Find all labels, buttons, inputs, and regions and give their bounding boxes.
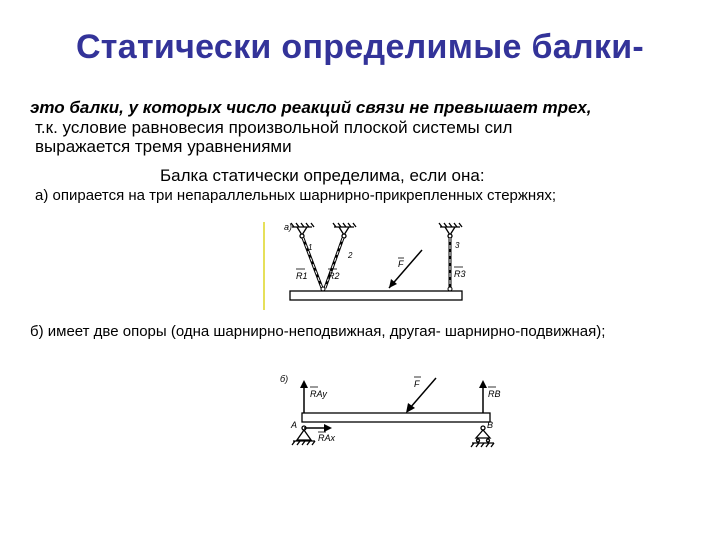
- case-a-text: а) опирается на три непараллельных шарнирно-прикрепленных стержнях;: [35, 187, 557, 204]
- reaction-label-ax: RAx: [318, 433, 336, 443]
- case-b-text: б) имеет две опоры (одна шарнирно-неподвижная, другая- шарнирно-подвижная);: [30, 323, 606, 340]
- rod-highlights: [303, 238, 450, 288]
- figure-b-diagram: [278, 370, 508, 455]
- beam-a: [290, 291, 462, 300]
- slide-title: Статически определимые балки-: [75, 28, 645, 66]
- rod-label-3: 3: [455, 241, 460, 250]
- force-label-b: F: [414, 379, 420, 389]
- reaction-label-r1: R1: [296, 271, 308, 281]
- reaction-arrowhead-ay: [300, 380, 308, 388]
- reaction-arrowhead-b: [479, 380, 487, 388]
- definition-line-2: т.к. условие равновесия произвольной плоской системы сил: [35, 118, 513, 137]
- support-label-b: B: [487, 420, 494, 430]
- condition-intro: Балка статически определима, если она:: [160, 166, 485, 185]
- reaction-arrowhead-ax: [324, 424, 332, 432]
- figure-a-tag: а): [284, 222, 293, 232]
- force-label-a: F: [398, 259, 404, 269]
- reaction-label-r2: R2: [328, 271, 340, 281]
- ceiling-supports: [291, 223, 462, 238]
- reaction-label-r3: R3: [454, 269, 466, 279]
- reaction-label-ay: RAy: [310, 389, 327, 399]
- definition-bold: это балки, у которых число реакций связи не превышает трех,: [30, 98, 592, 117]
- rod-label-2: 2: [348, 251, 353, 260]
- beam-b: [302, 413, 490, 422]
- definition-line-3: выражается тремя уравнениями: [35, 137, 292, 156]
- reaction-label-b: RB: [488, 389, 501, 399]
- figure-a-diagram: [262, 218, 472, 313]
- figure-b-tag: б): [280, 374, 289, 384]
- rods: [303, 238, 450, 288]
- rod-label-1: 1: [308, 243, 313, 252]
- support-label-a: A: [291, 420, 298, 430]
